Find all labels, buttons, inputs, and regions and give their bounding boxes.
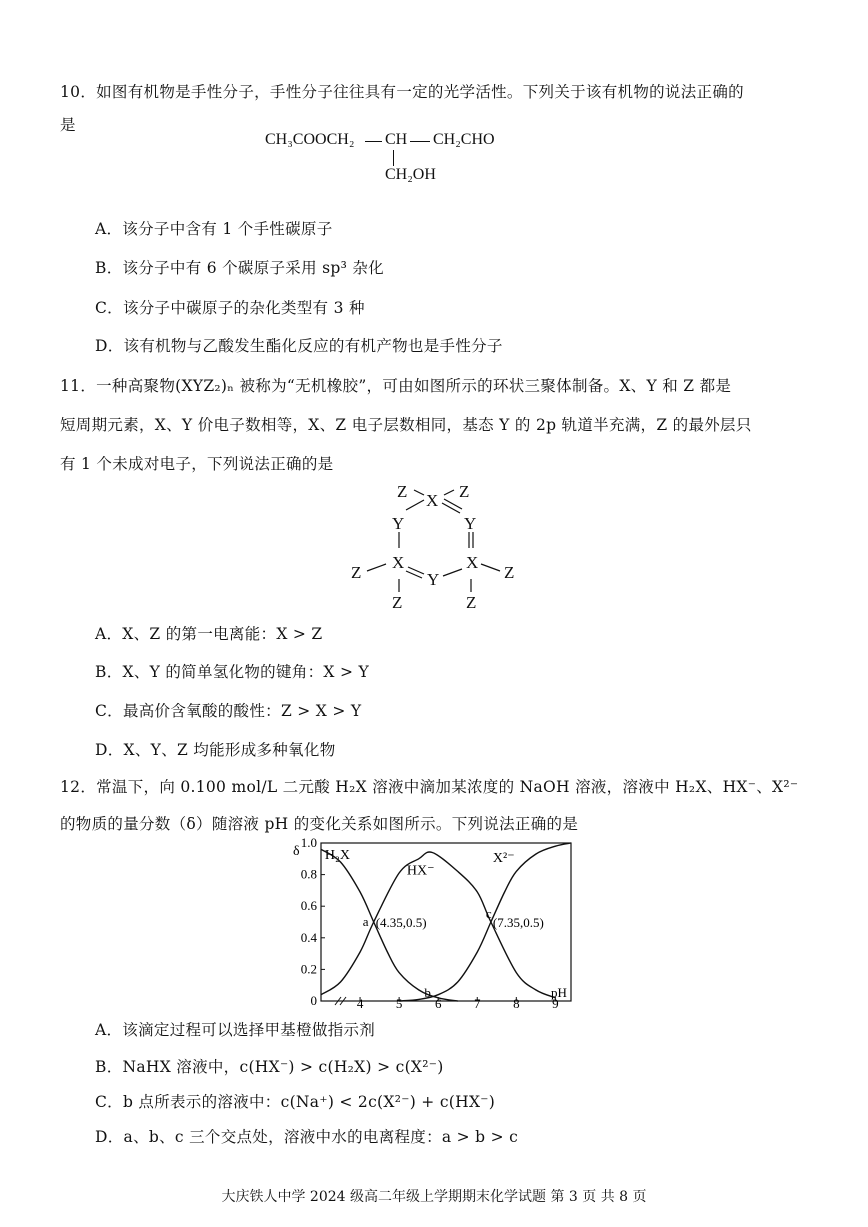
y-tick-label: 0 bbox=[310, 993, 317, 1008]
q12-option-d[interactable]: D．a、b、c 三个交点处，溶液中水的电离程度：a > b > c bbox=[95, 1128, 519, 1146]
ring-z-right: Z bbox=[504, 563, 515, 582]
y-tick-label: 0.8 bbox=[300, 866, 317, 882]
ring-x-top: X bbox=[426, 491, 439, 510]
ring-z-bottom-left: Z bbox=[392, 593, 403, 612]
x-tick-label: 5 bbox=[395, 996, 403, 1009]
q10-option-d[interactable]: D．该有机物与乙酸发生酯化反应的有机产物也是手性分子 bbox=[95, 337, 503, 355]
x-axis-label: pH bbox=[551, 985, 567, 1000]
q11-option-b[interactable]: B．X、Y 的简单氢化物的键角：X > Y bbox=[95, 663, 369, 681]
ring-z-bottom-right: Z bbox=[466, 593, 477, 612]
bond-down bbox=[393, 150, 394, 166]
ring-x-left: X bbox=[392, 553, 405, 572]
page-footer: 大庆铁人中学 2024 级高二年级上学期期末化学试题 第 3 页 共 8 页 bbox=[221, 1189, 647, 1205]
q11-stem-line2: 短周期元素，X、Y 价电子数相等，X、Z 电子层数相同，基态 Y 的 2p 轨道半充满，Z 的最外层只 bbox=[60, 416, 752, 434]
bond-right bbox=[410, 141, 430, 142]
q12-stem-line2: 的物质的量分数（δ）随溶液 pH 的变化关系如图所示。下列说法正确的是 bbox=[60, 815, 579, 833]
y-tick-label: 1.0 bbox=[300, 837, 317, 850]
point-b-label: b bbox=[424, 985, 431, 1000]
q12-option-b[interactable]: B．NaHX 溶液中，c(HX⁻) > c(H₂X) > c(X²⁻) bbox=[95, 1058, 444, 1076]
x-tick-label: 7 bbox=[474, 996, 481, 1009]
legend-x2: X²⁻ bbox=[492, 851, 515, 866]
q10-option-c[interactable]: C．该分子中碳原子的杂化类型有 3 种 bbox=[95, 299, 365, 317]
ring-x-right: X bbox=[466, 553, 479, 572]
q11-option-d[interactable]: D．X、Y、Z 均能形成多种氧化物 bbox=[95, 741, 336, 759]
ring-z-top-left: Z bbox=[397, 482, 408, 501]
x-tick-label: 8 bbox=[513, 996, 520, 1009]
q10-stem-line1: 10．如图有机物是手性分子，手性分子往往具有一定的光学活性。下列关于该有机物的说法正确的 bbox=[60, 83, 744, 101]
bond-left bbox=[365, 141, 382, 142]
distribution-chart bbox=[285, 837, 580, 1009]
ring-y-bottom: Y bbox=[427, 570, 440, 589]
structure-right-group: CH₂CHO bbox=[433, 131, 495, 148]
x-tick-label: 9 bbox=[552, 996, 559, 1009]
q10-stem-line2: 是 bbox=[60, 116, 76, 134]
x-tick-label: 6 bbox=[434, 996, 442, 1009]
q11-stem-line1: 11．一种高聚物(XYZ₂)ₙ 被称为“无机橡胶”，可由如图所示的环状三聚体制备。X、Y 和 Z 都是 bbox=[60, 377, 732, 395]
legend-hx: HX⁻ bbox=[406, 863, 435, 879]
q10-option-b[interactable]: B．该分子中有 6 个碳原子采用 sp³ 杂化 bbox=[95, 259, 384, 277]
ring-z-left: Z bbox=[351, 563, 362, 582]
x-ticks bbox=[357, 996, 559, 1009]
y-axis-label: δ bbox=[293, 844, 300, 859]
q11-option-c[interactable]: C．最高价含氧酸的酸性：Z > X > Y bbox=[95, 702, 362, 720]
q11-stem-line3: 有 1 个未成对电子，下列说法正确的是 bbox=[60, 455, 334, 473]
y-tick-label: 0.2 bbox=[300, 961, 317, 977]
structure-left-group: CH₃COOCH₂ bbox=[265, 131, 355, 148]
ring-y-left: Y bbox=[392, 514, 405, 533]
ring-y-right: Y bbox=[464, 514, 477, 533]
q12-option-c[interactable]: C．b 点所表示的溶液中：c(Na⁺) < 2c(X²⁻) + c(HX⁻) bbox=[95, 1093, 496, 1111]
y-tick-label: 0.6 bbox=[300, 898, 317, 914]
legend-h2x: H₂X bbox=[324, 847, 351, 863]
point-c-coord: (7.35,0.5) bbox=[492, 915, 544, 930]
point-c-label: c bbox=[485, 906, 492, 921]
structure-branch: CH₂OH bbox=[385, 166, 436, 183]
q12-stem-line1: 12．常温下，向 0.100 mol/L 二元酸 H₂X 溶液中滴加某浓度的 NaOH 溶液，溶液中 H₂X、HX⁻、X²⁻ bbox=[60, 778, 799, 796]
q10-option-a[interactable]: A．该分子中含有 1 个手性碳原子 bbox=[95, 220, 333, 238]
x-tick-label: 4 bbox=[356, 996, 364, 1009]
structure-center: CH bbox=[385, 131, 408, 148]
q12-option-a[interactable]: A．该滴定过程可以选择甲基橙做指示剂 bbox=[95, 1021, 376, 1039]
q11-option-a[interactable]: A．X、Z 的第一电离能：X > Z bbox=[95, 625, 323, 643]
point-a-coord: (4.35,0.5) bbox=[375, 915, 427, 930]
chart-labels bbox=[293, 844, 567, 1000]
point-a-label: a bbox=[362, 914, 369, 929]
ring-z-top-right: Z bbox=[459, 482, 470, 501]
y-tick-label: 0.4 bbox=[300, 929, 317, 945]
